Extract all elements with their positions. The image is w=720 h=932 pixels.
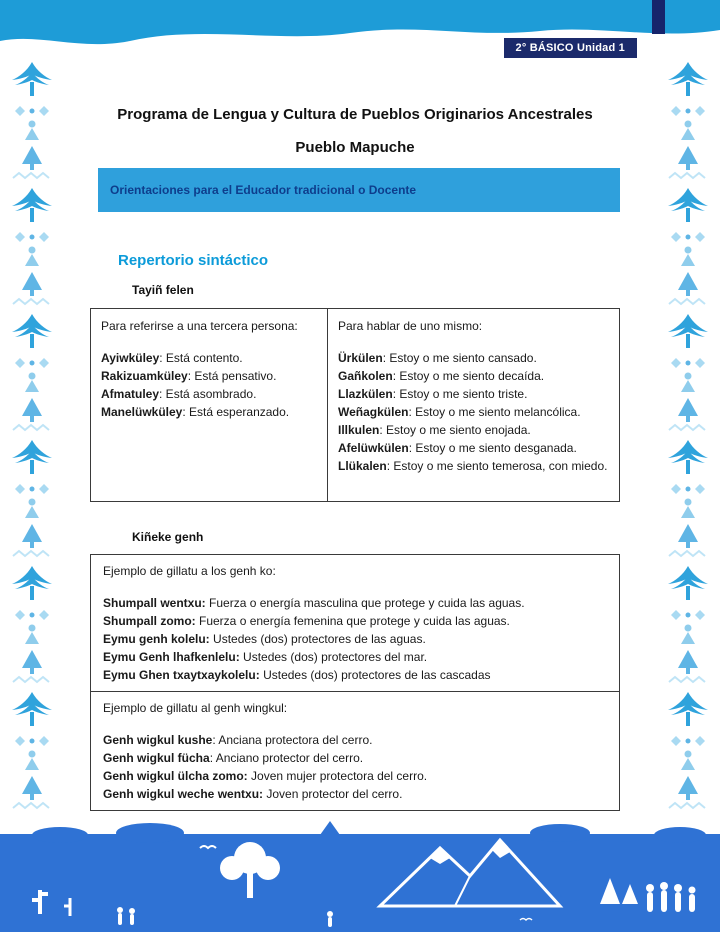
vocab-entry <box>103 749 607 767</box>
vocab-term: Shumpall wentxu: <box>103 596 206 610</box>
vocab-entry <box>103 785 607 803</box>
vocab-definition: : Estoy o me siento desganada. <box>408 441 577 455</box>
vocab-entry <box>103 767 607 785</box>
vocab-term: Genh wigkul weche wentxu: <box>103 787 264 801</box>
vocab-term: Ürkülen <box>338 351 383 365</box>
vocab-definition: : Está esperanzado. <box>182 405 290 419</box>
vocab-definition: : Estoy o me siento temerosa, con miedo. <box>386 459 608 473</box>
vocab-entry <box>338 403 609 421</box>
vocab-entry <box>103 648 607 666</box>
vocab-entry <box>338 457 609 475</box>
corner-bookmark-tab <box>652 0 665 34</box>
footer-landscape-illustration <box>0 818 720 932</box>
vocab-term: Eymu Ghen txaytxaykolelu: <box>103 668 260 682</box>
right-ornament-border <box>664 58 712 818</box>
vocab-definition: Ustedes (dos) protectores de las cascadas <box>259 668 491 682</box>
vocab-term: Shumpall zomo: <box>103 614 196 628</box>
vocab-entry <box>101 367 317 385</box>
content-area <box>90 0 620 932</box>
vocab-entry <box>338 385 609 403</box>
vocab-definition: : Está contento. <box>159 351 243 365</box>
vocab-entry <box>103 612 607 630</box>
vocab-entry <box>101 349 317 367</box>
vocab-term: Genh wigkul kushe <box>103 733 213 747</box>
vocab-term: Ayiwküley <box>101 351 160 365</box>
orientation-banner <box>98 168 620 212</box>
sublabel-tayin-felen: Tayiñ felen <box>132 283 194 297</box>
emotion-vocabulary-table <box>90 308 620 502</box>
vocab-definition: : Está asombrado. <box>159 387 257 401</box>
vocab-entry <box>338 421 609 439</box>
gillatu-genh-ko-row <box>91 555 619 691</box>
gillatu-examples-table <box>90 554 620 811</box>
vocab-definition: Joven mujer protectora del cerro. <box>247 769 428 783</box>
vocab-entry <box>103 731 607 749</box>
vocab-definition: : Estoy o me siento enojada. <box>379 423 531 437</box>
vocab-definition: Ustedes (dos) protectores del mar. <box>239 650 428 664</box>
vocab-term: Eymu Genh lhafkenlelu: <box>103 650 240 664</box>
vocab-entry <box>103 594 607 612</box>
gillatu-genh-wingkul-row <box>91 691 619 810</box>
vocab-term: Illkulen <box>338 423 380 437</box>
unit-badge: 2° BÁSICO Unidad 1 <box>504 38 637 58</box>
row-header: Ejemplo de gillatu al genh wingkul: <box>103 701 288 715</box>
third-person-cell <box>91 309 328 501</box>
vocab-entry <box>338 367 609 385</box>
left-ornament-border <box>8 58 56 818</box>
first-person-cell <box>328 309 619 501</box>
page-title: Programa de Lengua y Cultura de Pueblos Originarios Ancestrales <box>117 106 593 123</box>
vocab-definition: : Estoy o me siento melancólica. <box>408 405 581 419</box>
vocab-definition: Fuerza o energía femenina que protege y cuida las aguas. <box>195 614 510 628</box>
vocab-definition: : Está pensativo. <box>187 369 277 383</box>
vocab-entry <box>103 630 607 648</box>
vocab-definition: : Anciana protectora del cerro. <box>212 733 373 747</box>
sublabel-kineke-genh: Kiñeke genh <box>132 530 204 544</box>
vocab-term: Genh wigkul ülcha zomo: <box>103 769 248 783</box>
vocab-definition: : Estoy o me siento decaída. <box>392 369 545 383</box>
vocab-term: Genh wigkul fücha <box>103 751 210 765</box>
vocab-term: Llazkülen <box>338 387 393 401</box>
orientation-banner-label: Orientaciones para el Educador tradicional o Docente <box>110 183 417 197</box>
vocab-term: Eymu genh kolelu: <box>103 632 210 646</box>
section-heading: Repertorio sintáctico <box>118 252 269 269</box>
vocab-definition: Ustedes (dos) protectores de las aguas. <box>209 632 426 646</box>
vocab-definition: Fuerza o energía masculina que protege y cuida las aguas. <box>205 596 525 610</box>
row-header: Ejemplo de gillatu a los genh ko: <box>103 564 276 578</box>
vocab-definition: : Anciano protector del cerro. <box>209 751 364 765</box>
vocab-term: Rakizuamküley <box>101 369 188 383</box>
vocab-entry <box>101 403 317 421</box>
vocab-entry <box>103 666 607 684</box>
vocab-definition: Joven protector del cerro. <box>263 787 403 801</box>
vocab-definition: : Estoy o me siento triste. <box>392 387 528 401</box>
vocab-term: Manelüwküley <box>101 405 183 419</box>
vocab-term: Llükalen <box>338 459 387 473</box>
cell-header: Para referirse a una tercera persona: <box>101 319 298 333</box>
page-subtitle: Pueblo Mapuche <box>295 139 415 156</box>
cell-header: Para hablar de uno mismo: <box>338 319 483 333</box>
vocab-definition: : Estoy o me siento cansado. <box>382 351 537 365</box>
vocab-term: Weñagkülen <box>338 405 409 419</box>
vocab-entry <box>101 385 317 403</box>
vocab-term: Afmatuley <box>101 387 160 401</box>
vocab-entry <box>338 439 609 457</box>
vocab-term: Afelüwkülen <box>338 441 409 455</box>
vocab-term: Gañkolen <box>338 369 393 383</box>
vocab-entry <box>338 349 609 367</box>
